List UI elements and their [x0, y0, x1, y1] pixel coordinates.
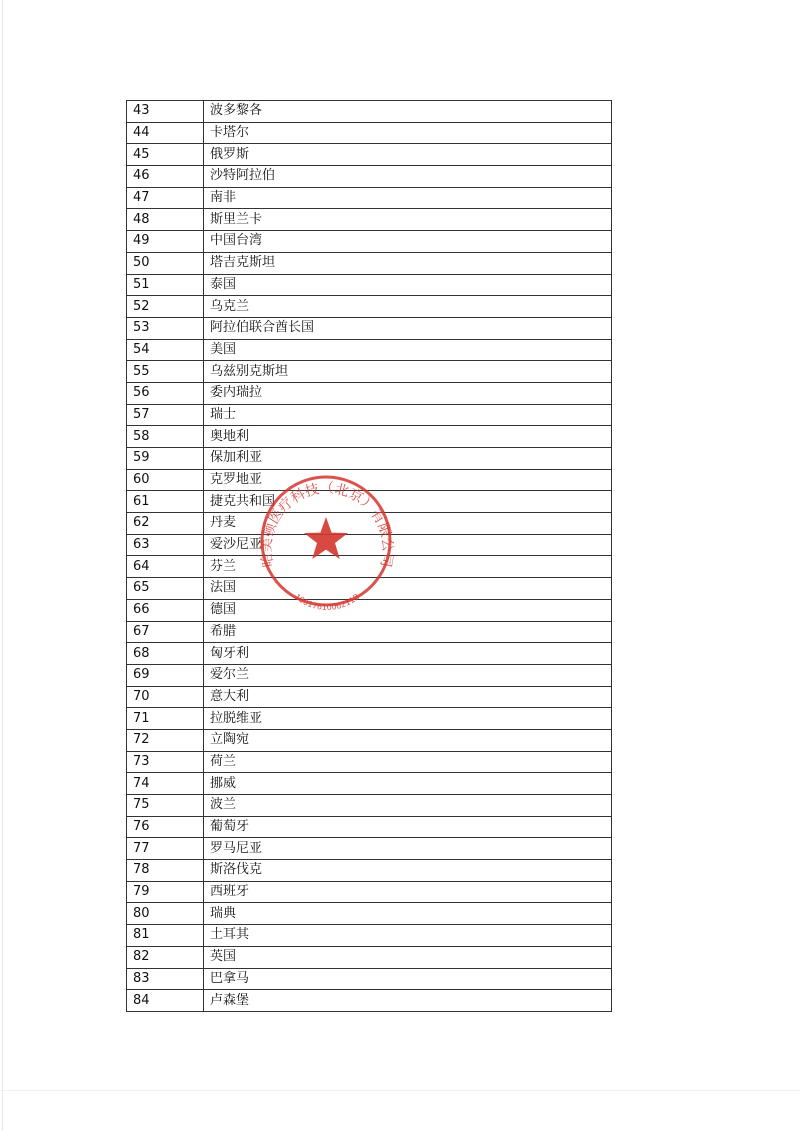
- country-name-cell: 拉脱维亚: [204, 708, 612, 730]
- country-name-cell: 希腊: [204, 621, 612, 643]
- country-name-cell: 美国: [204, 339, 612, 361]
- table-row: [127, 513, 612, 535]
- table-row: [127, 946, 612, 968]
- row-number-cell: 67: [127, 621, 204, 643]
- table-row: [127, 773, 612, 795]
- table-row: [127, 903, 612, 925]
- row-number-cell: 74: [127, 773, 204, 795]
- country-name-cell: 爱尔兰: [204, 664, 612, 686]
- country-name-cell: 西班牙: [204, 881, 612, 903]
- country-name-cell: 波兰: [204, 795, 612, 817]
- country-name-cell: 巴拿马: [204, 968, 612, 990]
- country-name-cell: 爱沙尼亚: [204, 534, 612, 556]
- table-row: [127, 339, 612, 361]
- table-row: [127, 816, 612, 838]
- table-row: [127, 404, 612, 426]
- country-name-cell: 芬兰: [204, 556, 612, 578]
- country-name-cell: 罗马尼亚: [204, 838, 612, 860]
- country-name-cell: 沙特阿拉伯: [204, 166, 612, 188]
- country-name-cell: 土耳其: [204, 925, 612, 947]
- row-number-cell: 52: [127, 296, 204, 318]
- country-name-cell: 荷兰: [204, 751, 612, 773]
- table-row: [127, 274, 612, 296]
- row-number-cell: 77: [127, 838, 204, 860]
- row-number-cell: 65: [127, 578, 204, 600]
- country-name-cell: 俄罗斯: [204, 144, 612, 166]
- country-name-cell: 委内瑞拉: [204, 382, 612, 404]
- row-number-cell: 47: [127, 187, 204, 209]
- table-row: [127, 599, 612, 621]
- table-row: [127, 534, 612, 556]
- row-number-cell: 66: [127, 599, 204, 621]
- country-name-cell: 瑞士: [204, 404, 612, 426]
- row-number-cell: 62: [127, 513, 204, 535]
- table-row: [127, 708, 612, 730]
- country-name-cell: 瑞典: [204, 903, 612, 925]
- row-number-cell: 58: [127, 426, 204, 448]
- country-name-cell: 卢森堡: [204, 990, 612, 1012]
- country-name-cell: 卡塔尔: [204, 122, 612, 144]
- table-row: [127, 361, 612, 383]
- row-number-cell: 43: [127, 101, 204, 123]
- country-name-cell: 英国: [204, 946, 612, 968]
- row-number-cell: 68: [127, 643, 204, 665]
- table-row: [127, 209, 612, 231]
- table-body: [127, 101, 612, 1012]
- country-name-cell: 意大利: [204, 686, 612, 708]
- table-row: [127, 317, 612, 339]
- country-name-cell: 斯里兰卡: [204, 209, 612, 231]
- table-row: [127, 795, 612, 817]
- row-number-cell: 44: [127, 122, 204, 144]
- country-name-cell: 匈牙利: [204, 643, 612, 665]
- seal-serial-number: 1001761006211B: [292, 592, 362, 613]
- country-name-cell: 奥地利: [204, 426, 612, 448]
- country-name-cell: 中国台湾: [204, 231, 612, 253]
- row-number-cell: 63: [127, 534, 204, 556]
- row-number-cell: 45: [127, 144, 204, 166]
- country-name-cell: 斯洛伐克: [204, 860, 612, 882]
- row-number-cell: 54: [127, 339, 204, 361]
- table-row: [127, 448, 612, 470]
- table-row: [127, 166, 612, 188]
- seal-company-text: 哈美顿医疗科技（北京）有限公司: [258, 480, 396, 569]
- row-number-cell: 64: [127, 556, 204, 578]
- row-number-cell: 51: [127, 274, 204, 296]
- table-row: [127, 643, 612, 665]
- table-row: [127, 729, 612, 751]
- table-row: [127, 751, 612, 773]
- country-name-cell: 塔吉克斯坦: [204, 252, 612, 274]
- table-row: [127, 838, 612, 860]
- row-number-cell: 84: [127, 990, 204, 1012]
- table-row: [127, 469, 612, 491]
- country-name-cell: 捷克共和国: [204, 491, 612, 513]
- country-name-cell: 德国: [204, 599, 612, 621]
- row-number-cell: 71: [127, 708, 204, 730]
- table-row: [127, 621, 612, 643]
- row-number-cell: 56: [127, 382, 204, 404]
- country-name-cell: 克罗地亚: [204, 469, 612, 491]
- row-number-cell: 69: [127, 664, 204, 686]
- row-number-cell: 57: [127, 404, 204, 426]
- country-name-cell: 挪威: [204, 773, 612, 795]
- table-row: [127, 144, 612, 166]
- row-number-cell: 78: [127, 860, 204, 882]
- table-row: [127, 686, 612, 708]
- country-name-cell: 南非: [204, 187, 612, 209]
- country-name-cell: 阿拉伯联合酋长国: [204, 317, 612, 339]
- country-name-cell: 法国: [204, 578, 612, 600]
- table-row: [127, 491, 612, 513]
- row-number-cell: 55: [127, 361, 204, 383]
- row-number-cell: 46: [127, 166, 204, 188]
- country-name-cell: 泰国: [204, 274, 612, 296]
- country-name-cell: 乌兹别克斯坦: [204, 361, 612, 383]
- table-row: [127, 578, 612, 600]
- table-row: [127, 664, 612, 686]
- row-number-cell: 48: [127, 209, 204, 231]
- country-name-cell: 立陶宛: [204, 729, 612, 751]
- table-row: [127, 556, 612, 578]
- row-number-cell: 53: [127, 317, 204, 339]
- table-row: [127, 860, 612, 882]
- country-name-cell: 乌克兰: [204, 296, 612, 318]
- country-name-cell: 波多黎各: [204, 101, 612, 123]
- row-number-cell: 82: [127, 946, 204, 968]
- table-row: [127, 990, 612, 1012]
- row-number-cell: 81: [127, 925, 204, 947]
- row-number-cell: 50: [127, 252, 204, 274]
- country-list-table: [126, 100, 612, 1012]
- table-row: [127, 426, 612, 448]
- scan-edge-bottom: [0, 1090, 800, 1091]
- country-name-cell: 丹麦: [204, 513, 612, 535]
- row-number-cell: 59: [127, 448, 204, 470]
- row-number-cell: 80: [127, 903, 204, 925]
- row-number-cell: 79: [127, 881, 204, 903]
- row-number-cell: 76: [127, 816, 204, 838]
- row-number-cell: 72: [127, 729, 204, 751]
- table-row: [127, 187, 612, 209]
- country-name-cell: 葡萄牙: [204, 816, 612, 838]
- row-number-cell: 49: [127, 231, 204, 253]
- country-name-cell: 保加利亚: [204, 448, 612, 470]
- table-row: [127, 296, 612, 318]
- table-row: [127, 382, 612, 404]
- table-row: [127, 231, 612, 253]
- row-number-cell: 60: [127, 469, 204, 491]
- table-row: [127, 881, 612, 903]
- row-number-cell: 75: [127, 795, 204, 817]
- row-number-cell: 73: [127, 751, 204, 773]
- table-row: [127, 252, 612, 274]
- table-row: [127, 101, 612, 123]
- row-number-cell: 83: [127, 968, 204, 990]
- row-number-cell: 61: [127, 491, 204, 513]
- table-row: [127, 968, 612, 990]
- scan-edge-left: [2, 0, 3, 1131]
- table-row: [127, 925, 612, 947]
- row-number-cell: 70: [127, 686, 204, 708]
- table-row: [127, 122, 612, 144]
